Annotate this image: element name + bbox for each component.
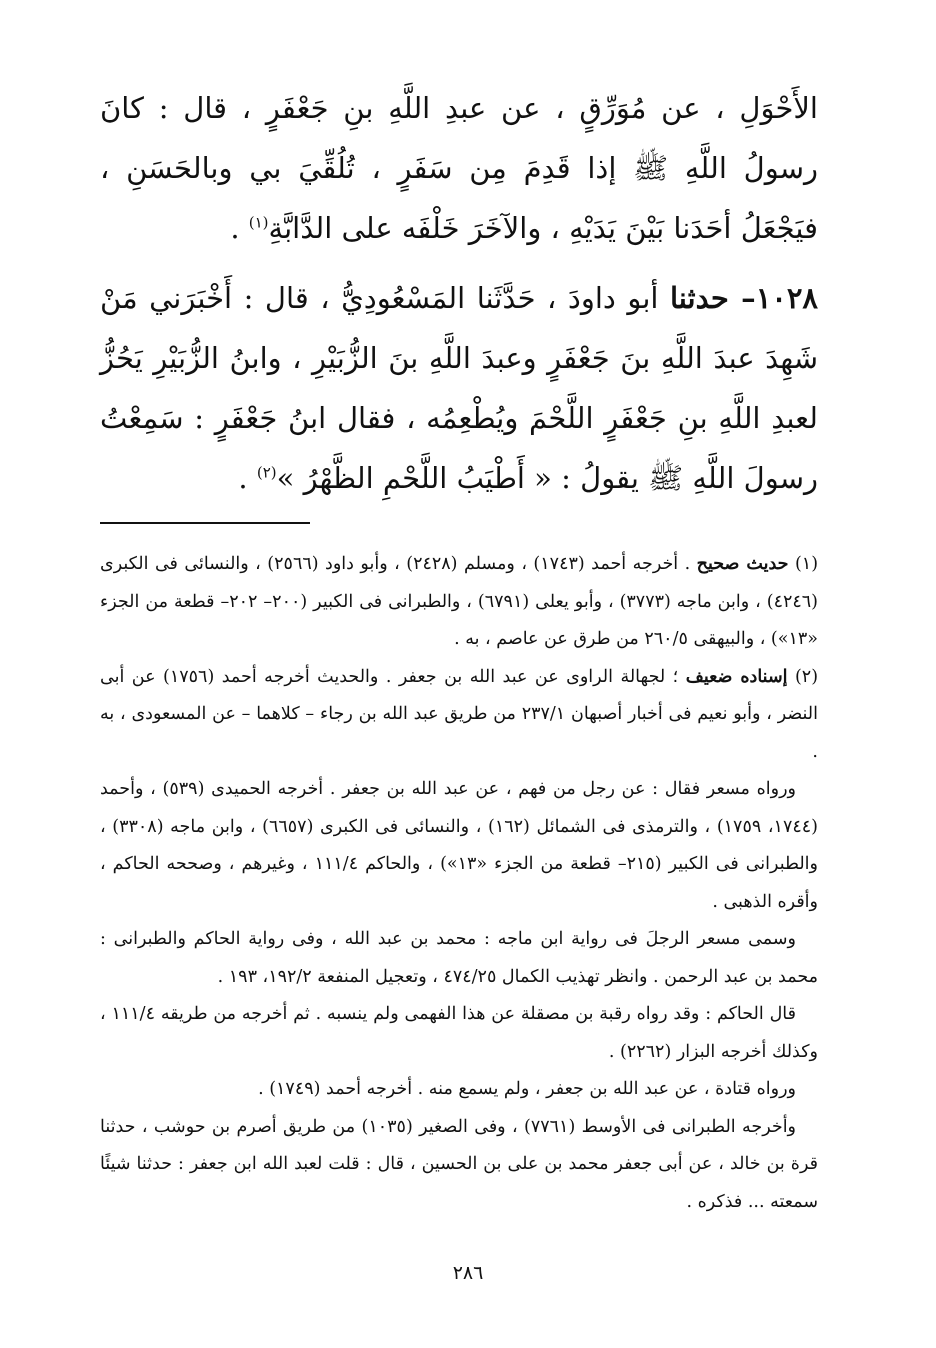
main-text <box>100 78 818 508</box>
footnote-paragraph: وأخرجه الطبرانى فى الأوسط (٧٧٦١) ، وفى الصغير (١٠٣٥) من طريق أصرم بن حوشب ، حدثنا قرة بن خالد ، عن أبى جعفر محمد بن على بن الحسين ، قال : قلت لعبد الله ابن جعفر : حدثنا شيئًا سمعته ... فذكره . <box>100 1116 818 1212</box>
footnote-1: (١) حديث صحيح . أخرجه أحمد (١٧٤٣) ، ومسلم (٢٤٢٨) ، وأبو داود (٢٥٦٦) ، والنسائى فى الكبرى (٤٢٤٦) ، وابن ماجه (٣٧٧٣) ، وأبو يعلى (٦٧٩١) ، والطبرانى فى الكبير (٢٠٠– ٢٠٢– قطعة من الجزء «١٣») ، والبيهقى ٢٦٠/٥ من طرق عن عاصم ، به . <box>100 554 819 649</box>
footnote-ref-1: (١) <box>248 213 269 232</box>
page-content <box>100 78 818 1221</box>
page-number: ٢٨٦ <box>452 1262 484 1284</box>
footnote-paragraph: ورواه قتادة ، عن عبد الله بن جعفر ، ولم يسمع منه . أخرجه أحمد (١٧٤٩) . <box>258 1079 796 1099</box>
footnote-paragraph: وسمى مسعر الرجلَ فى رواية ابن ماجه : محمد بن عبد الله ، وفى رواية الحاكم والطبرانى : محمد بن عبد الرحمن . وانظر تهذيب الكمال ٤٧٤/٢٥ ، وتعجيل المنفعة ١٩٢/٢، ١٩٣ . <box>100 929 818 987</box>
hadith-number: ١٠٢٨– <box>728 281 818 315</box>
hadith-intro: حدثنا <box>669 281 729 315</box>
footnote-ref-2: (٢) <box>256 463 277 482</box>
footnotes <box>100 546 818 1221</box>
footnote-paragraph: ورواه مسعر فقال : عن رجل من فهم ، عن عبد الله بن جعفر . أخرجه الحميدى (٥٣٩) ، وأحمد (١٧٤٤، ١٧٥٩) ، والترمذى فى الشمائل (١٦٢) ، والنسائى فى الكبرى (٦٦٥٧) ، وابن ماجه (٣٣٠٨) ، والطبرانى فى الكبير (٢١٥– قطعة من الجزء «١٣») ، والحاكم ١١١/٤ ، وغيرهم ، وصححه الحاكم ، وأقره الذهبى . <box>100 779 818 912</box>
footnote-divider <box>100 522 310 524</box>
hadith-1028: ١٠٢٨– حدثنا أبو داودَ ، حَدَّثَنا المَسْعُودِيُّ ، قال : أَخْبَرَني مَنْ شَهِدَ عبدَ اللَّهِ بنَ جَعْفَرٍ وعبدَ اللَّهِ بنَ الزُّبَيْرِ ، وابنُ الزُّبَيْرِ يَحُزُّ لعبدِ اللَّهِ بنِ جَعْفَرٍ اللَّحْمَ ويُطْعِمُه ، فقال ابنُ جَعْفَرٍ : سَمِعْتُ رسولَ اللَّهِ ﷺ يقولُ : « أَطْيَبُ اللَّحْمِ الظَّهْرُ »$^{(٢)}$ . <box>100 281 818 495</box>
footnote-paragraph: قال الحاكم : وقد رواه رقبة بن مصقلة عن هذا الفهمى ولم ينسبه . ثم أخرجه من طريقه ١١١/٤ ، وكذلك أخرجه البزار (٢٢٦٢) . <box>100 1004 818 1062</box>
hadith-continuation: الأَحْوَلِ ، عن مُوَرِّقٍ ، عن عبدِ اللَّهِ بنِ جَعْفَرٍ ، قال : كانَ رسولُ اللَّهِ ﷺ إذا قَدِمَ مِن سَفَرٍ ، تُلُقِّيَ بي وبالحَسَنِ ، فيَجْعَلُ أحَدَنا بَيْنَ يَدَيْهِ ، والآخَرَ خَلْفَه على الدَّابَّةِ$^{(١)}$ . <box>100 91 818 245</box>
footnote-2: (٢) إسناده ضعيف ؛ لجهالة الراوى عن عبد الله بن جعفر . والحديث أخرجه أحمد (١٧٥٦) عن أبى النضر ، وأبو نعيم فى أخبار أصبهان ٢٣٧/١ من طريق عبد الله بن رجاء – كلاهما – عن المسعودى ، به . <box>100 666 819 762</box>
